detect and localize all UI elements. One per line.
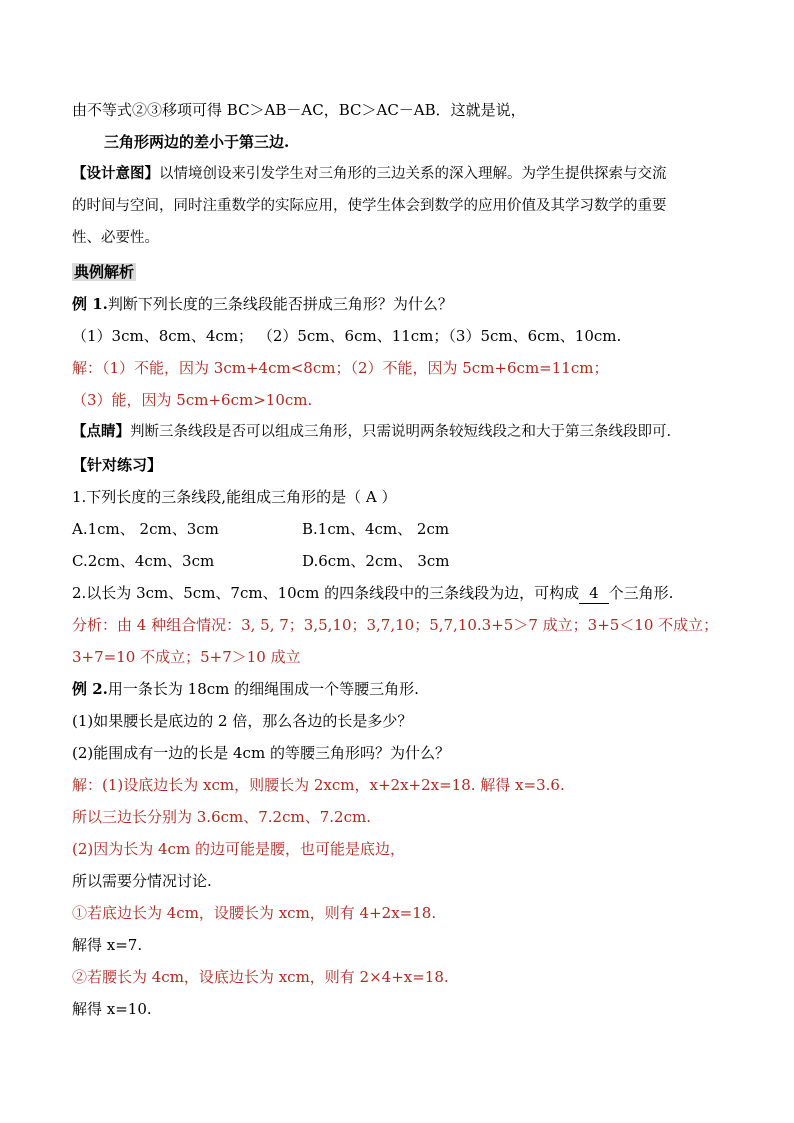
tip-label: 【点睛】 <box>72 423 130 440</box>
example-2-question <box>72 679 419 699</box>
example-2-solution-1: 解：(1)设底边长为 xcm，则腰长为 2xcm，x+2x+2x=18. 解得 x=3.6. <box>72 776 565 794</box>
section-title <box>72 262 136 282</box>
example-2-text: 用一条长为 18cm 的细绳围成一个等腰三角形. <box>107 680 419 698</box>
practice-2-post: 个三角形. <box>608 584 674 602</box>
example-2-solution-2: 所以三边长分别为 3.6cm、7.2cm、7.2cm. <box>72 808 371 826</box>
top-margin <box>0 0 794 60</box>
example-2-label: 例 2. <box>72 680 108 698</box>
example-2-solution-6: 解得 x=7. <box>72 936 143 954</box>
practice-1-options-row-2 <box>72 551 450 571</box>
practice-2-analysis-2: 3+7=10 不成立；5+7＞10 成立 <box>72 648 301 666</box>
section-title-text: 典例解析 <box>74 263 135 281</box>
example-2-solution-5: ①若底边长为 4cm，设腰长为 xcm，则有 4+2x=18. <box>72 904 437 922</box>
example-2-solution-8: 解得 x=10. <box>72 1000 152 1018</box>
example-1-solution-2: （3）能，因为 5cm+6cm>10cm. <box>72 391 313 409</box>
inequality-line: 由不等式②③移项可得 BC＞AB－AC，BC＞AC－AB．这就是说， <box>72 101 526 119</box>
practice-2-answer-blank: 4 <box>579 583 609 604</box>
practice-1-options-row-1 <box>72 519 450 539</box>
practice-title: 【针对练习】 <box>72 456 163 474</box>
example-1-options: （1）3cm、8cm、4cm； （2）5cm、6cm、11cm；（3）5cm、6cm、10cm. <box>72 327 622 345</box>
example-1-question <box>72 294 453 314</box>
tip-text: 判断三条线段是否可以组成三角形，只需说明两条较短线段之和大于第三条线段即可. <box>130 424 672 440</box>
example-2-solution-7: ②若腰长为 4cm，设底边长为 xcm，则有 2×4+x=18. <box>72 968 449 986</box>
tip-line <box>72 422 671 442</box>
design-intent-line-2: 的时间与空间，同时注重数学的实际应用，使学生体会到数学的应用价值及其学习数学的重要 <box>72 198 667 214</box>
design-intent-line-1 <box>72 164 667 184</box>
practice-2-pre: 2.以长为 3cm、5cm、7cm、10cm 的四条线段中的三条线段为边，可构成 <box>72 584 580 602</box>
practice-1-question: 1.下列长度的三条线段,能组成三角形的是（ A ） <box>72 488 397 506</box>
option-c: C.2cm、4cm、3cm <box>72 552 215 570</box>
example-1-solution-1: 解：（1）不能，因为 3cm+4cm<8cm；（2）不能，因为 5cm+6cm=11cm； <box>72 359 609 377</box>
option-d: D.6cm、2cm、 3cm <box>302 552 450 570</box>
example-2-solution-4: 所以需要分情况讨论. <box>72 872 212 890</box>
example-2-q2: (2)能围成有一边的长是 4cm 的等腰三角形吗？为什么？ <box>72 744 450 762</box>
example-2-solution-3: (2)因为长为 4cm 的边可能是腰，也可能是底边， <box>72 840 405 858</box>
example-2-q1: (1)如果腰长是底边的 2 倍，那么各边的长是多少？ <box>72 712 413 730</box>
design-intent-text-1: 以情境创设来引发学生对三角形的三边关系的深入理解。为学生提供探索与交流 <box>159 166 667 182</box>
option-b: B.1cm、4cm、 2cm <box>302 520 450 538</box>
design-intent-line-3: 性、必要性。 <box>72 230 159 246</box>
practice-2-question <box>72 583 673 604</box>
conclusion-line: 三角形两边的差小于第三边. <box>104 133 290 151</box>
option-a: A.1cm、 2cm、3cm <box>72 520 219 538</box>
design-intent-label: 【设计意图】 <box>72 165 159 182</box>
practice-2-analysis-1: 分析：由 4 种组合情况：3, 5, 7；3,5,10；3,7,10；5,7,10.3+5＞7 成立；3+5＜10 不成立； <box>72 616 719 634</box>
example-1-label: 例 1. <box>72 295 108 313</box>
example-1-text: 判断下列长度的三条线段能否拼成三角形？为什么？ <box>107 295 453 313</box>
